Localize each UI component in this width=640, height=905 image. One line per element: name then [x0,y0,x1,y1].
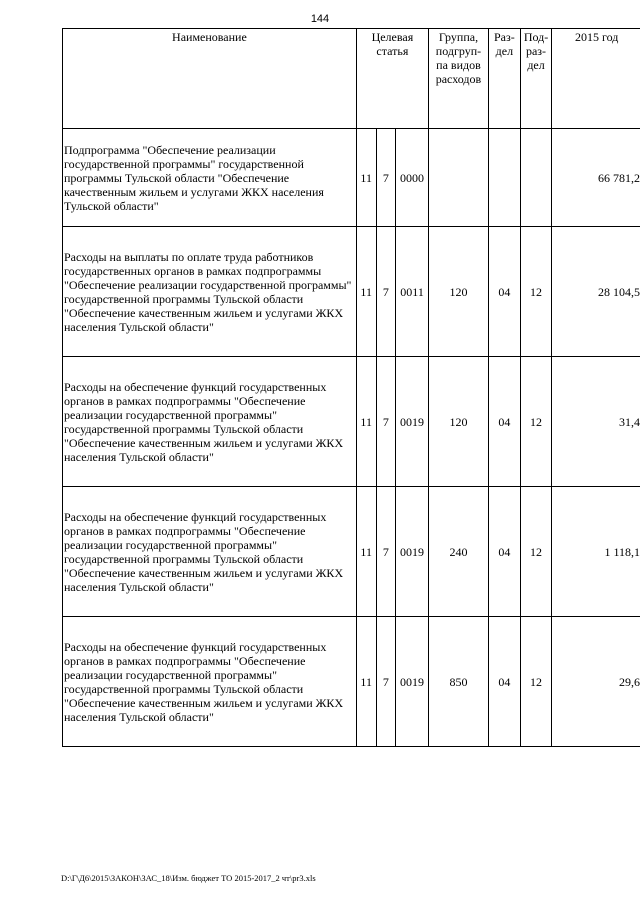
row-target-code-1: 11 [356,357,376,487]
row-amount: 29,6 [552,617,640,747]
row-target-code-3: 0019 [396,487,429,617]
row-target-code-3: 0000 [396,129,429,227]
page-number: 144 [310,13,330,25]
row-target-code-3: 0019 [396,357,429,487]
row-target-code-1: 11 [356,487,376,617]
row-target-code-3: 0011 [396,227,429,357]
row-expense-group: 120 [428,357,488,487]
row-target-code-2: 7 [376,227,396,357]
row-expense-group [428,129,488,227]
row-target-code-2: 7 [376,129,396,227]
row-subsection: 12 [520,357,552,487]
row-name: Расходы на обеспечение функций государственных органов в рамках подпрограммы "Обеспечение реализации государственной программы" государственной программы Тульской области "Обеспечение качественным жильем и услугами ЖКХ населения Тульской области" [63,617,357,747]
header-subsection: Под-раз-дел [520,29,552,129]
table-row [63,227,640,357]
row-target-code-1: 11 [356,129,376,227]
row-name: Расходы на обеспечение функций государственных органов в рамках подпрограммы "Обеспечение реализации государственной программы" государственной программы Тульской области "Обеспечение качественным жильем и услугами ЖКХ населения Тульской области" [63,357,357,487]
row-amount: 1 118,1 [552,487,640,617]
header-name: Наименование [63,29,357,129]
row-name: Подпрограмма "Обеспечение реализации государственной программы" государственной программы Тульской области "Обеспечение качественным жильем и услугами ЖКХ населения Тульской области" [63,129,357,227]
header-target-article: Целевая статья [356,29,428,129]
row-name: Расходы на обеспечение функций государственных органов в рамках подпрограммы "Обеспечение реализации государственной программы" государственной программы Тульской области "Обеспечение качественным жильем и услугами ЖКХ населения Тульской области" [63,487,357,617]
row-subsection: 12 [520,617,552,747]
row-section: 04 [489,357,521,487]
file-path-footer: D:\Г\Д6\2015\ЗАКОН\ЗАС_18\Изм. бюджет ТО 2015-2017_2 чт\pr3.xls [61,873,316,883]
budget-table [62,28,640,747]
row-subsection: 12 [520,227,552,357]
row-name: Расходы на выплаты по оплате труда работников государственных органов в рамках подпрограммы "Обеспечение реализации государственной программы" государственной программы Тульской области "Обеспечение качественным жильем и услугами ЖКХ населения Тульской области" [63,227,357,357]
row-amount: 66 781,2 [552,129,640,227]
row-target-code-3: 0019 [396,617,429,747]
table-row [63,357,640,487]
row-target-code-2: 7 [376,487,396,617]
table-row [63,617,640,747]
row-section: 04 [489,487,521,617]
row-expense-group: 120 [428,227,488,357]
row-amount: 31,4 [552,357,640,487]
row-target-code-1: 11 [356,617,376,747]
table-row [63,129,640,227]
row-target-code-2: 7 [376,357,396,487]
row-section [489,129,521,227]
row-target-code-2: 7 [376,617,396,747]
row-target-code-1: 11 [356,227,376,357]
row-subsection [520,129,552,227]
row-expense-group: 850 [428,617,488,747]
row-amount: 28 104,5 [552,227,640,357]
row-subsection: 12 [520,487,552,617]
header-year: 2015 год [552,29,640,129]
table-row [63,487,640,617]
header-expense-group: Группа, подгруп-па видов расходов [428,29,488,129]
row-section: 04 [489,617,521,747]
row-section: 04 [489,227,521,357]
row-expense-group: 240 [428,487,488,617]
table-header-row [63,29,640,129]
header-section: Раз-дел [489,29,521,129]
